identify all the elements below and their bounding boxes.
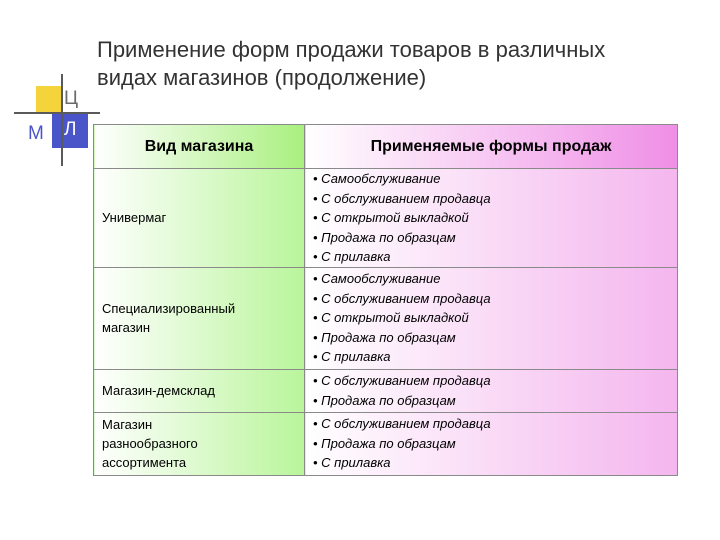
sales-form-item: • С прилавка: [313, 249, 391, 264]
sales-form-item: • С прилавка: [313, 349, 391, 365]
table-row: [94, 369, 678, 412]
sales-form-item: • Продажа по образцам: [313, 435, 456, 451]
header-store-type: Вид магазина: [94, 125, 305, 169]
sales-form-item: • С обслуживанием продавца: [313, 416, 491, 432]
sales-form-item: • С обслуживанием продавца: [313, 190, 491, 206]
table-row: [94, 267, 678, 369]
store-type-text: Специализированный: [102, 301, 236, 316]
store-type-text: ассортимента: [102, 455, 187, 470]
logo-yellow-square: [36, 86, 62, 112]
sales-forms-table: [93, 124, 678, 476]
store-type-cell: [94, 369, 305, 412]
sales-form-item: • С обслуживанием продавца: [313, 290, 491, 306]
sales-form-item: • Продажа по образцам: [313, 392, 456, 408]
sales-forms-cell: [305, 169, 678, 268]
sales-form-item: • Самообслуживание: [313, 271, 441, 287]
table-row: [94, 169, 678, 268]
logo-horizontal-line: [14, 112, 100, 114]
store-type-cell: [94, 169, 305, 268]
logo: [0, 0, 96, 170]
sales-form-item: • Продажа по образцам: [313, 229, 456, 245]
slide-title-line-2: видах магазинов (продолжение): [97, 65, 427, 90]
store-type-text: разнообразного: [102, 436, 198, 451]
table-row: [94, 412, 678, 475]
sales-form-item: • Продажа по образцам: [313, 329, 456, 345]
store-type-text: Универмаг: [102, 210, 167, 226]
sales-forms-cell: [305, 267, 678, 369]
sales-form-item: • С прилавка: [313, 455, 391, 471]
logo-letter-m: М: [28, 123, 44, 144]
logo-vertical-line: [61, 74, 63, 166]
header-sales-forms: Применяемые формы продаж: [305, 125, 678, 169]
table-header-row: [94, 125, 678, 169]
logo-letter-l: Л: [64, 119, 77, 140]
logo-letter-ts: Ц: [64, 88, 79, 109]
store-type-cell: [94, 412, 305, 475]
slide-title-line-1: Применение форм продажи товаров в различных: [97, 37, 606, 62]
store-type-text: Магазин: [102, 417, 153, 432]
store-type-cell: [94, 267, 305, 369]
sales-form-item: • С открытой выкладкой: [313, 310, 469, 326]
sales-form-item: • Самообслуживание: [313, 171, 441, 186]
sales-form-item: • С обслуживанием продавца: [313, 373, 491, 388]
sales-forms-cell: [305, 369, 678, 412]
slide-title: [97, 36, 697, 92]
store-type-text: магазин: [102, 320, 151, 335]
sales-form-item: • С открытой выкладкой: [313, 210, 469, 225]
store-type-text: Магазин-демсклад: [102, 383, 215, 398]
sales-forms-cell: [305, 412, 678, 475]
